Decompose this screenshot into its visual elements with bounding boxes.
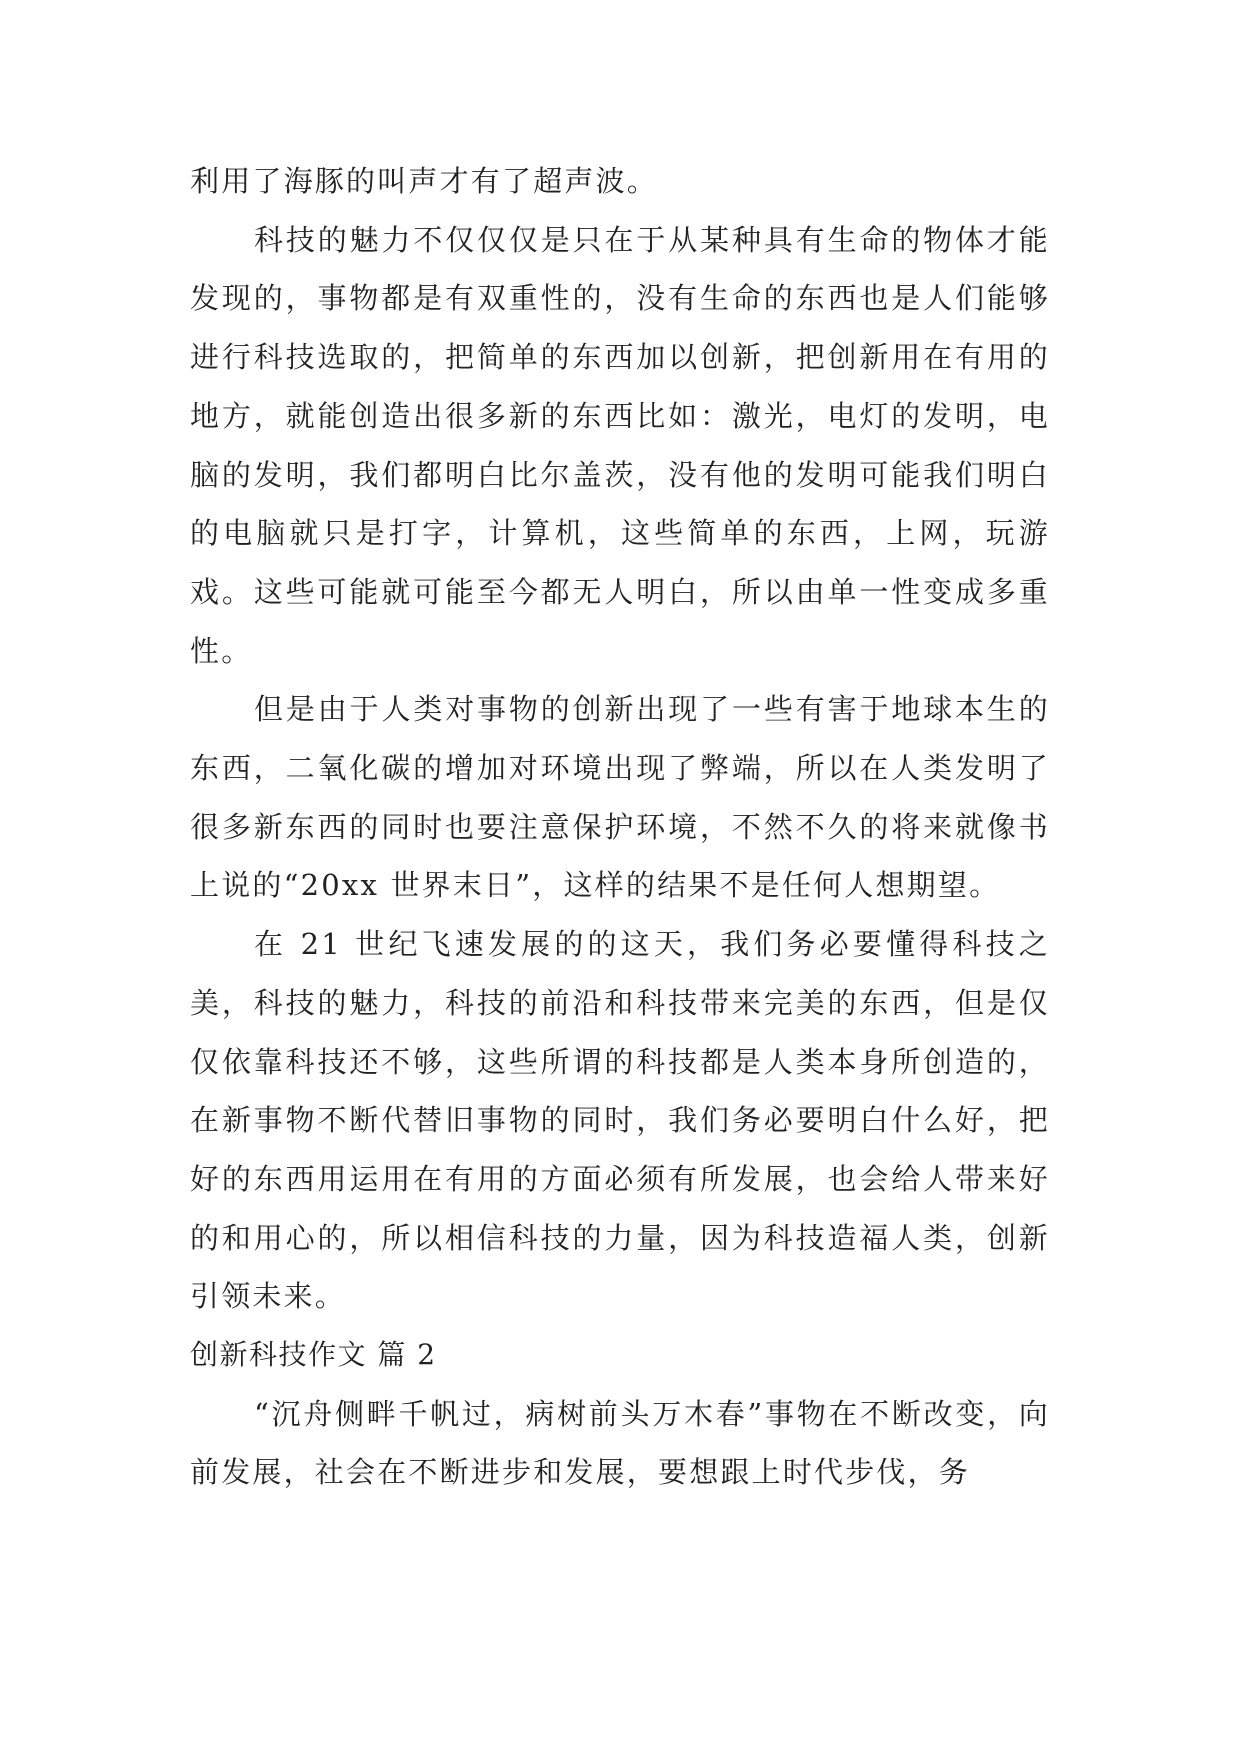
paragraph-3: 但是由于人类对事物的创新出现了一些有害于地球本生的东西，二氧化碳的增加对环境出现了弊端，所以在人类发明了很多新东西的同时也要注意保护环境，不然不久的将来就像书上说的“20xx 世界末日”，这样的结果不是任何人想期望。 <box>190 692 1050 903</box>
paragraph-5: “沉舟侧畔千帆过，病树前头万木春”事物在不断改变，向前发展，社会在不断进步和发展，要想跟上时代步伐，务 <box>190 1396 1050 1490</box>
paragraph-1: 利用了海豚的叫声才有了超声波。 <box>190 164 659 198</box>
paragraph-2: 科技的魅力不仅仅仅是只在于从某种具有生命的物体才能发现的，事物都是有双重性的，没有生命的东西也是人们能够进行科技选取的，把简单的东西加以创新，把创新用在有用的地方，就能创造出很多新的东西比如：激光，电灯的发明，电脑的发明，我们都明白比尔盖茨，没有他的发明可能我们明白的电脑就只是打字，计算机，这些简单的东西，上网，玩游戏。这些可能就可能至今都无人明白，所以由单一性变成多重性。 <box>190 222 1050 668</box>
document-page <box>190 152 1050 1502</box>
section-heading: 创新科技作文 篇 2 <box>190 1338 437 1372</box>
paragraph-4: 在 21 世纪飞速发展的的这天，我们务必要懂得科技之美，科技的魅力，科技的前沿和科技带来完美的东西，但是仅仅依靠科技还不够，这些所谓的科技都是人类本身所创造的，在新事物不断代替旧事物的同时，我们务必要明白什么好，把好的东西用运用在有用的方面必须有所发展，也会给人带来好的和用心的，所以相信科技的力量，因为科技造福人类，创新引领未来。 <box>190 927 1050 1314</box>
